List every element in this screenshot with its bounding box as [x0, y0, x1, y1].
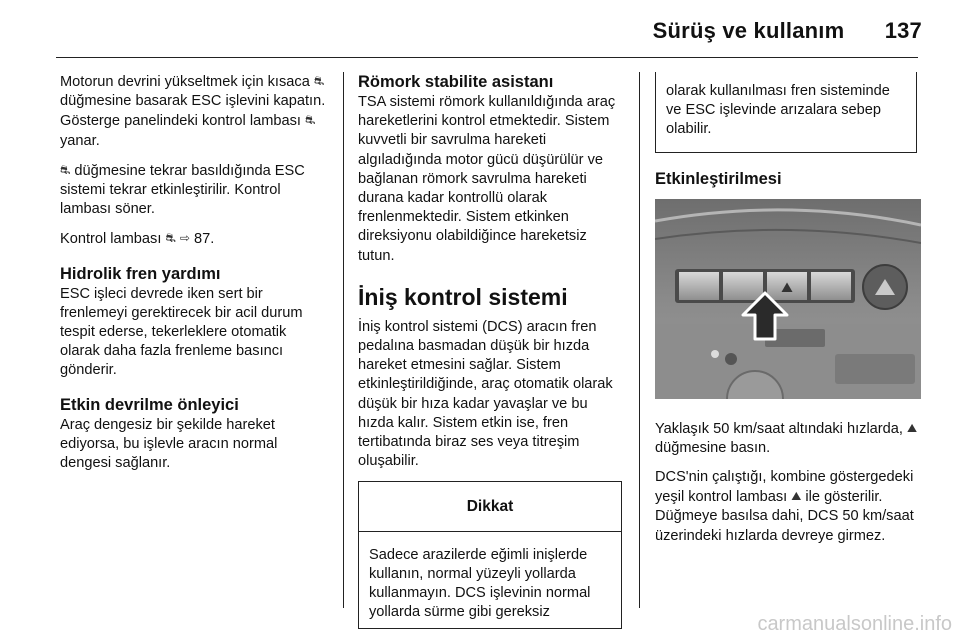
dashboard-button-photo	[655, 199, 921, 399]
descent-heading: İniş kontrol sistemi	[358, 283, 568, 310]
trailer-heading: Römork stabilite asistanı	[358, 73, 554, 91]
esc-off-icon: ⛐	[165, 231, 176, 246]
page-reference-arrow-icon: ⇨	[179, 231, 190, 246]
descent-text: İniş kontrol sistemi (DCS) aracın fren pedalına basmadan düşük bir hızda hareket etmesini sağlar. Sistem etkinleştirildiğinde, araç otomatik olarak düşük bir hıza kadar yavaşlar ve bu hızda kalır. Sistem etkin ise, fren tertibatında biraz ses veya titreşim oluşabilir.	[358, 318, 613, 470]
hydraulic-brake-heading: Hidrolik fren yardımı	[60, 264, 221, 283]
rollover-heading: Etkin devrilme önleyici	[60, 395, 239, 414]
esc-off-icon: ⛐	[305, 113, 316, 128]
column-3	[655, 72, 923, 556]
caution-body: Sadece arazilerde eğimli inişlerde kullanın, normal yüzeyli yollarda kullanmayın. DCS işlevinin normal yollarda sürme gibi gereksiz	[369, 546, 591, 621]
caution-box-continued: olarak kullanılması fren sisteminde ve ESC işlevinde arızalara sebep olabilir.	[655, 72, 917, 153]
activation-text-2: DCS'nin çalıştığı, kombine göstergedeki yeşil kontrol lambası ⛰ ile gösterilir. Düğmeye basılsa dahi, DCS 50 km/saat üzerindeki hızlarda devreye girmez.	[655, 469, 914, 544]
watermark: carmanualsonline.info	[757, 613, 952, 635]
page-header	[653, 18, 922, 44]
hydraulic-brake-text: ESC işleci devrede iken sert bir frenlemeyi gerektirecek bir acil durum tespit ederse, tekerleklere otomatik olarak daha fazla frenleme basıncı gönderir.	[60, 285, 303, 379]
trailer-text: TSA sistemi römork kullanıldığında araç hareketlerini kontrol etmektedir. Sistem kuvvetli bir savrulma hareketi algıladığında motor gücü düşürülür ve bağlanan römork savrulma hareketi durana kadar kontrollü olarak frenlenmektedir. Sistem etkinken direksiyonu olabildiğince hareketsiz tutun.	[358, 94, 616, 264]
esc-on-paragraph: ⛐ düğmesine tekrar basıldığında ESC sistemi tekrar etkinleştirilir. Kontrol lambası söner.	[60, 162, 305, 218]
descent-control-icon: ⛰	[791, 489, 802, 504]
activation-text-1: Yaklaşık 50 km/saat altındaki hızlarda, ⛰ düğmesine basın.	[655, 420, 918, 456]
column-divider-1	[343, 72, 344, 608]
column-1	[60, 72, 330, 483]
svg-text:⛰: ⛰	[781, 279, 793, 296]
section-title: Sürüş ve kullanım	[652, 18, 845, 43]
esc-off-icon: ⛐	[313, 74, 325, 88]
activation-heading: Etkinleştirilmesi	[655, 169, 782, 188]
esc-off-paragraph: Motorun devrini yükseltmek için kısaca ⛐ düğmesine basarak ESC işlevini kapatın. Gösterge panelindeki kontrol lambası ⛐ yanar.	[60, 74, 326, 149]
column-2	[358, 72, 626, 629]
descent-control-icon: ⛰	[907, 420, 918, 435]
rollover-text: Araç dengesiz bir şekilde hareket ediyorsa, bu işlevle aracın normal dengesi sağlanır.	[60, 416, 278, 472]
control-light-paragraph: Kontrol lambası ⛐ ⇨ 87.	[60, 231, 215, 248]
caution-title: Dikkat	[359, 482, 621, 531]
caution-box	[358, 481, 622, 629]
column-divider-2	[639, 72, 640, 608]
header-rule	[56, 57, 918, 58]
esc-off-icon: ⛐	[60, 162, 71, 177]
page-number: 137	[884, 18, 922, 43]
